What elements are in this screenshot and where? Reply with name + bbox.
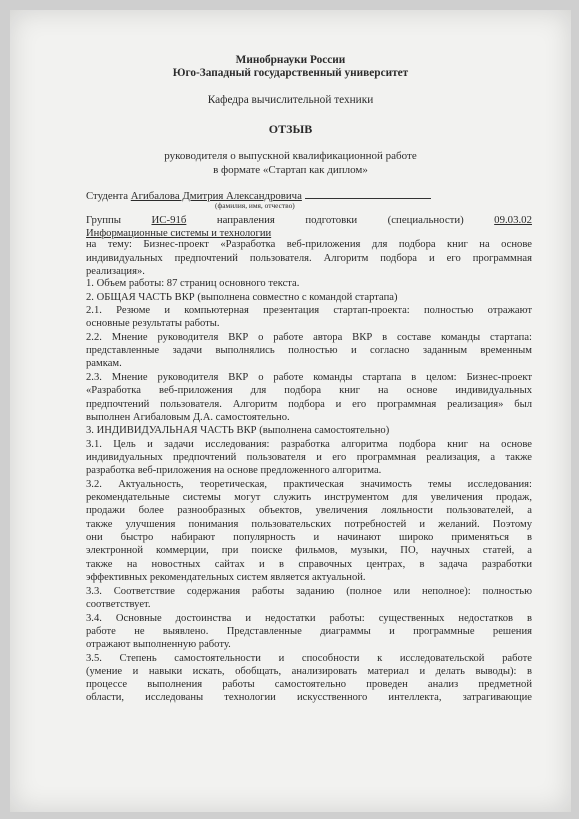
student-name: Агибалова Дмитрия Александровича — [130, 190, 302, 202]
body-line: 2.3. Мнение руководителя ВКР о работе команды стартапа в целом: Бизнес-проект — [86, 372, 532, 383]
group-value: ИС-91б — [151, 214, 187, 226]
body-line: индивидуальных предпочтений пользователя и его программная реализация, а также — [86, 452, 532, 463]
body-line: на тему: Бизнес-проект «Разработка веб-приложения для подбора книг на основе — [86, 239, 532, 250]
body-line: 3.2. Актуальность, теоретическая, практическая значимость темы исследования: — [86, 479, 532, 490]
body-line: 3.5. Степень самостоятельности и способности к исследовательской работе — [86, 653, 532, 664]
university-heading: Юго-Западный государственный университет — [172, 67, 409, 79]
body-line: «Разработка веб-приложения для подбора книг на основе индивидуальных — [86, 385, 532, 396]
body-line: эффективных рекомендательных систем является актуальной. — [86, 572, 366, 583]
specialty-code: 09.03.02 — [494, 214, 532, 226]
body-line: работе не выявлено. Представленные диаграммы и программные решения — [86, 626, 532, 637]
body-line: процессе выполнения работы самостоятельно проведен анализ предметной — [86, 679, 532, 690]
document-subtitle-1: руководителя о выпускной квалификационной работе — [164, 150, 417, 162]
body-line: электронной коммерции, при поиске фильмов, музыки, ПО, научных статей, а — [86, 545, 532, 556]
body-line: 3. ИНДИВИДУАЛЬНАЯ ЧАСТЬ ВКР (выполнена самостоятельно) — [86, 425, 390, 436]
body-line: 3.4. Основные достоинства и недостатки работы: существенных недостатков в — [86, 613, 532, 624]
body-line: 1. Объем работы: 87 страниц основного текста. — [86, 278, 300, 289]
body-line: разработка веб-приложения на основе предложенного алгоритма. — [86, 465, 382, 476]
group-label: Группы — [86, 214, 122, 226]
body-line: основные результаты работы. — [86, 318, 220, 329]
student-name-blank — [305, 188, 431, 199]
document-subtitle-2: в формате «Стартап как диплом» — [213, 164, 368, 176]
body-line: также на новостных сайтах и в справочных центрах, в задача разработки — [86, 559, 532, 570]
body-line: они быстро набирают популярность и начинают широко применяться в — [86, 532, 532, 543]
student-caption: (фамилия, имя, отчество) — [215, 201, 295, 210]
body-line: 2. ОБЩАЯ ЧАСТЬ ВКР (выполнена совместно с командой стартапа) — [86, 292, 398, 303]
body-line: отражают выполненную работу. — [86, 639, 231, 650]
body-line: выполнен Агибаловым Д.А. самостоятельно. — [86, 412, 290, 423]
body-line: индивидуальных предпочтений пользователя. Алгоритм подбора и его программная — [86, 253, 532, 264]
group-line — [86, 214, 532, 227]
specialty-label: (специальности) — [387, 214, 464, 226]
ministry-heading: Минобрнауки России — [235, 54, 346, 66]
body-line: 2.1. Резюме и компьютерная презентация стартап-проекта: полностью отражают — [86, 305, 532, 316]
body-line: представленные задачи выполнялись полностью и согласно заданным временным — [86, 345, 532, 356]
department-heading: Кафедра вычислительной техники — [207, 94, 374, 106]
body-line: соответствует. — [86, 599, 151, 610]
body-line: рамкам. — [86, 358, 122, 369]
body-line: предпочтений пользователя. Алгоритм подбора и его программная реализация» был — [86, 399, 532, 410]
student-prefix: Студента — [86, 190, 131, 202]
body-line: рекомендательные системы могут служить инструментом для увеличения продаж, — [86, 492, 532, 503]
program-name: Информационные системы и технологии — [86, 228, 272, 239]
body-line: 3.1. Цель и задачи исследования: разработка алгоритма подбора книг на основе — [86, 439, 532, 450]
body-line: реализация». — [86, 266, 145, 277]
body-line: продажи более разнообразных объектов, увеличения лояльности пользователей, а — [86, 505, 532, 516]
body-line: также улучшения понимания пользовательских потребностей и желаний. Поэтому — [86, 519, 532, 530]
body-line: области, исследованы технологии искусственного интеллекта, затрагивающие — [86, 692, 532, 703]
document-page — [10, 10, 571, 812]
prep-label: подготовки — [305, 214, 358, 226]
body-line: 3.3. Соответствие содержания работы заданию (полное или неполное): полностью — [86, 586, 532, 597]
student-line — [86, 188, 532, 203]
document-title: ОТЗЫВ — [268, 122, 313, 136]
body-line: 2.2. Мнение руководителя ВКР о работе автора ВКР в составе команды стартапа: — [86, 332, 532, 343]
body-line: (умение и навыки искать, обобщать, анализировать материал и делать выводы): в — [86, 666, 532, 677]
direction-label: направления — [216, 214, 275, 226]
